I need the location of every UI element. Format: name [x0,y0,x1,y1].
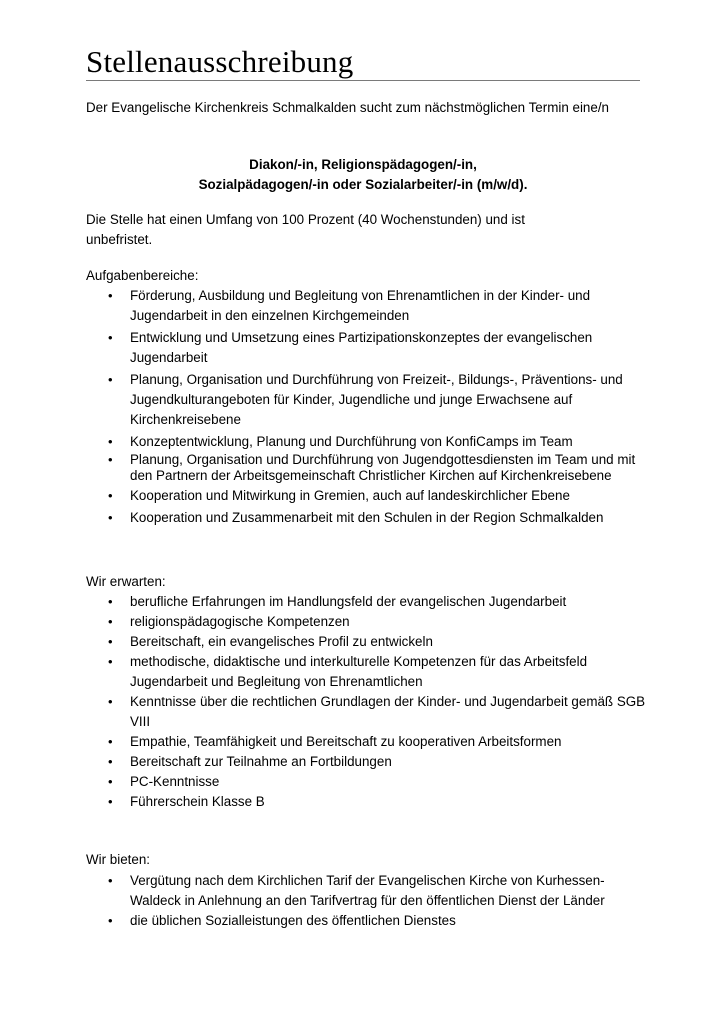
list-item: • religionspädagogische Kompetenzen [86,612,646,632]
bullet-icon: • [108,488,113,503]
scope-paragraph: Die Stelle hat einen Umfang von 100 Prozent (40 Wochenstunden) und ist unbefristet. [86,212,525,247]
expectations-list [86,592,646,812]
bullet-icon: • [108,634,113,649]
list-item: • Kooperation und Zusammenarbeit mit den Schulen in der Region Schmalkalden [86,508,646,528]
offers-heading: Wir bieten: [86,852,150,867]
bullet-icon: • [108,452,113,467]
list-item: • Planung, Organisation und Durchführung von Jugendgottesdiensten im Team und mit den Partnern der Arbeitsgemeinschaft Christlicher Kirchen auf Kirchenkreisebene [108,452,636,483]
bullet-icon: • [108,654,113,669]
bullet-icon: • [108,913,113,928]
list-item: • Bereitschaft zur Teilnahme an Fortbildungen [86,752,646,772]
list-item: • Kooperation und Mitwirkung in Gremien, auch auf landeskirchlicher Ebene [86,486,646,506]
expectations-heading: Wir erwarten: [86,574,166,589]
bullet-icon: • [108,288,113,303]
list-item: • die üblichen Sozialleistungen des öffentlichen Dienstes [86,911,646,931]
bullet-icon: • [108,794,113,809]
tasks-list [86,286,646,528]
list-item: • Empathie, Teamfähigkeit und Bereitschaft zu kooperativen Arbeitsformen [86,732,646,752]
list-item: • Vergütung nach dem Kirchlichen Tarif der Evangelischen Kirche von Kurhessen-Waldeck in Anlehnung an den Tarifvertrag für den öffentlichen Dienst der Länder [108,873,605,908]
list-item: • Konzeptentwicklung, Planung und Durchführung von KonfiCamps im Team [108,434,573,449]
page-title: Stellenausschreibung [86,44,354,79]
position-title [86,155,640,195]
bullet-icon: • [108,694,113,709]
list-item: • methodische, didaktische und interkulturelle Kompetenzen für das Arbeitsfeld Jugendarbeit und Begleitung von Ehrenamtlichen [108,654,588,689]
bullet-icon: • [108,372,113,387]
list-item: • Bereitschaft, ein evangelisches Profil zu entwickeln [86,632,646,652]
position-title-line-1: Diakon/-in, Religionspädagogen/-in, [249,157,477,172]
list-item: • Kenntnisse über die rechtlichen Grundlagen der Kinder- und Jugendarbeit gemäß SGB VIII [108,694,646,729]
bullet-icon: • [108,873,113,888]
list-item: • berufliche Erfahrungen im Handlungsfeld der evangelischen Jugendarbeit [86,592,646,612]
list-item: • PC-Kenntnisse [86,772,646,792]
bullet-icon: • [108,330,113,345]
intro-paragraph: Der Evangelische Kirchenkreis Schmalkalden sucht zum nächstmöglichen Termin eine/n [86,100,609,115]
title-underline [86,80,640,81]
bullet-icon: • [108,510,113,525]
bullet-icon: • [108,594,113,609]
bullet-icon: • [108,774,113,789]
bullet-icon: • [108,734,113,749]
list-item: • Förderung, Ausbildung und Begleitung von Ehrenamtlichen in der Kinder- und Jugendarbeit in den einzelnen Kirchgemeinden [108,288,591,323]
position-title-line-2: Sozialpädagogen/-in oder Sozialarbeiter/-in (m/w/d). [198,177,528,192]
bullet-icon: • [108,434,113,449]
list-item: • Planung, Organisation und Durchführung von Freizeit-, Bildungs-, Präventions- und Jugendkulturangeboten für Kinder, Jugendliche und junge Erwachsene auf Kirchenkreisebene [108,372,623,427]
list-item: • Führerschein Klasse B [86,792,646,812]
bullet-icon: • [108,614,113,629]
bullet-icon: • [108,754,113,769]
tasks-heading: Aufgabenbereiche: [86,268,199,283]
offers-list [86,871,646,931]
list-item: • Entwicklung und Umsetzung eines Partizipationskonzeptes der evangelischen Jugendarbeit [108,330,593,365]
